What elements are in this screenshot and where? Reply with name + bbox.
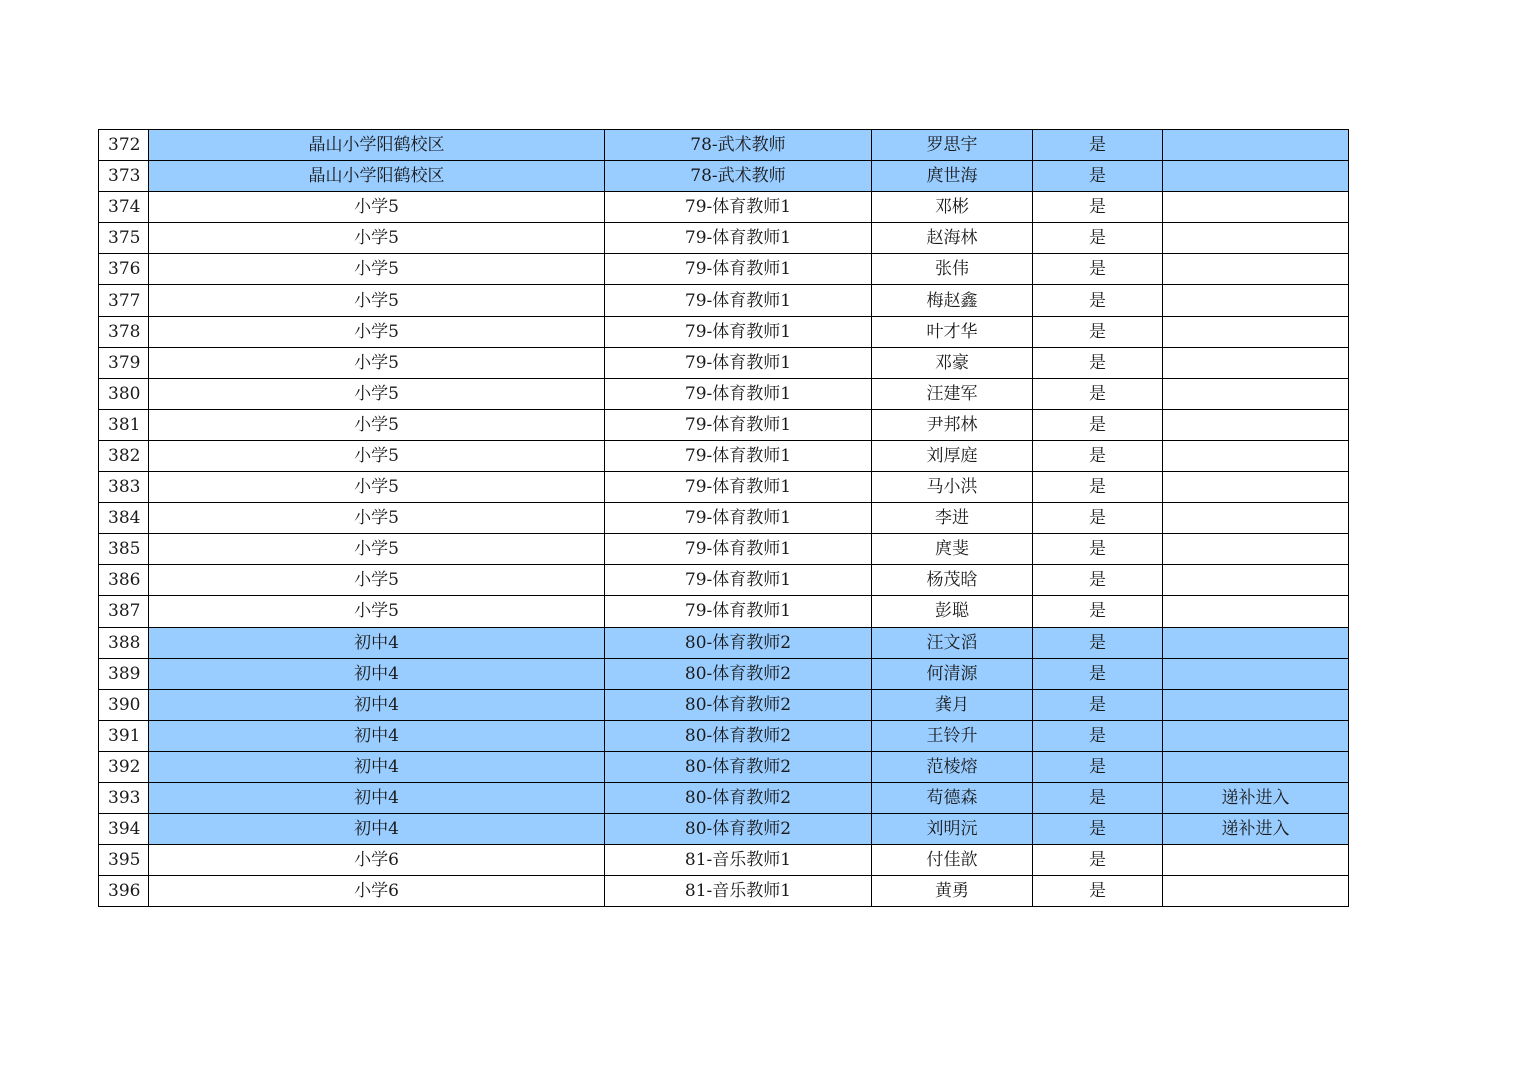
row-number-cell: 372 <box>99 130 149 161</box>
row-number-cell: 377 <box>99 285 149 316</box>
note-cell <box>1163 627 1349 658</box>
table-row <box>99 223 1349 254</box>
qualified-cell: 是 <box>1033 627 1163 658</box>
school-cell: 小学5 <box>149 254 605 285</box>
row-number-cell: 394 <box>99 814 149 845</box>
candidate-name-cell: 王铃升 <box>872 720 1033 751</box>
qualified-cell: 是 <box>1033 409 1163 440</box>
row-number-cell: 376 <box>99 254 149 285</box>
candidate-name-cell: 彭聪 <box>872 596 1033 627</box>
qualified-cell: 是 <box>1033 378 1163 409</box>
note-cell <box>1163 285 1349 316</box>
row-number-cell: 373 <box>99 161 149 192</box>
qualified-cell: 是 <box>1033 845 1163 876</box>
position-cell: 80-体育教师2 <box>605 658 872 689</box>
table-row <box>99 689 1349 720</box>
qualified-cell: 是 <box>1033 316 1163 347</box>
row-number-cell: 391 <box>99 720 149 751</box>
table-row <box>99 782 1349 813</box>
position-cell: 79-体育教师1 <box>605 596 872 627</box>
row-number-cell: 395 <box>99 845 149 876</box>
candidate-name-cell: 叶才华 <box>872 316 1033 347</box>
note-cell: 递补进入 <box>1163 782 1349 813</box>
table-row <box>99 316 1349 347</box>
note-cell <box>1163 192 1349 223</box>
row-number-cell: 374 <box>99 192 149 223</box>
row-number-cell: 390 <box>99 689 149 720</box>
position-cell: 79-体育教师1 <box>605 409 872 440</box>
candidate-name-cell: 汪建军 <box>872 378 1033 409</box>
row-number-cell: 388 <box>99 627 149 658</box>
position-cell: 80-体育教师2 <box>605 689 872 720</box>
school-cell: 小学5 <box>149 285 605 316</box>
note-cell <box>1163 472 1349 503</box>
table-row <box>99 503 1349 534</box>
position-cell: 79-体育教师1 <box>605 223 872 254</box>
table-row <box>99 378 1349 409</box>
candidate-name-cell: 庹世海 <box>872 161 1033 192</box>
note-cell <box>1163 440 1349 471</box>
school-cell: 小学5 <box>149 565 605 596</box>
qualified-cell: 是 <box>1033 720 1163 751</box>
school-cell: 晶山小学阳鹤校区 <box>149 161 605 192</box>
note-cell <box>1163 161 1349 192</box>
note-cell <box>1163 409 1349 440</box>
school-cell: 初中4 <box>149 751 605 782</box>
school-cell: 小学5 <box>149 503 605 534</box>
qualified-cell: 是 <box>1033 472 1163 503</box>
candidate-name-cell: 张伟 <box>872 254 1033 285</box>
qualified-cell: 是 <box>1033 782 1163 813</box>
note-cell <box>1163 845 1349 876</box>
candidate-name-cell: 刘厚庭 <box>872 440 1033 471</box>
school-cell: 晶山小学阳鹤校区 <box>149 130 605 161</box>
row-number-cell: 393 <box>99 782 149 813</box>
position-cell: 79-体育教师1 <box>605 565 872 596</box>
qualified-cell: 是 <box>1033 161 1163 192</box>
school-cell: 小学5 <box>149 409 605 440</box>
school-cell: 初中4 <box>149 689 605 720</box>
school-cell: 小学5 <box>149 378 605 409</box>
candidate-name-cell: 付佳歆 <box>872 845 1033 876</box>
table-row <box>99 472 1349 503</box>
candidate-name-cell: 罗思宇 <box>872 130 1033 161</box>
position-cell: 80-体育教师2 <box>605 627 872 658</box>
row-number-cell: 375 <box>99 223 149 254</box>
table-body <box>99 130 1349 907</box>
qualified-cell: 是 <box>1033 751 1163 782</box>
candidate-name-cell: 何清源 <box>872 658 1033 689</box>
note-cell <box>1163 534 1349 565</box>
table-row <box>99 720 1349 751</box>
candidate-name-cell: 杨茂晗 <box>872 565 1033 596</box>
candidate-name-cell: 梅赵鑫 <box>872 285 1033 316</box>
note-cell <box>1163 223 1349 254</box>
note-cell <box>1163 876 1349 907</box>
position-cell: 79-体育教师1 <box>605 472 872 503</box>
table-row <box>99 254 1349 285</box>
qualified-cell: 是 <box>1033 347 1163 378</box>
table-row <box>99 565 1349 596</box>
row-number-cell: 392 <box>99 751 149 782</box>
position-cell: 79-体育教师1 <box>605 440 872 471</box>
table-row <box>99 409 1349 440</box>
school-cell: 小学5 <box>149 347 605 378</box>
qualified-cell: 是 <box>1033 565 1163 596</box>
table-row <box>99 658 1349 689</box>
position-cell: 78-武术教师 <box>605 161 872 192</box>
row-number-cell: 378 <box>99 316 149 347</box>
qualified-cell: 是 <box>1033 285 1163 316</box>
qualified-cell: 是 <box>1033 658 1163 689</box>
position-cell: 79-体育教师1 <box>605 254 872 285</box>
school-cell: 小学5 <box>149 534 605 565</box>
note-cell <box>1163 689 1349 720</box>
row-number-cell: 386 <box>99 565 149 596</box>
position-cell: 79-体育教师1 <box>605 192 872 223</box>
school-cell: 初中4 <box>149 814 605 845</box>
candidate-name-cell: 尹邦林 <box>872 409 1033 440</box>
school-cell: 小学5 <box>149 223 605 254</box>
position-cell: 79-体育教师1 <box>605 503 872 534</box>
position-cell: 81-音乐教师1 <box>605 845 872 876</box>
position-cell: 80-体育教师2 <box>605 814 872 845</box>
table-row <box>99 192 1349 223</box>
position-cell: 79-体育教师1 <box>605 378 872 409</box>
table-row <box>99 751 1349 782</box>
row-number-cell: 379 <box>99 347 149 378</box>
qualified-cell: 是 <box>1033 130 1163 161</box>
table-row <box>99 845 1349 876</box>
position-cell: 78-武术教师 <box>605 130 872 161</box>
row-number-cell: 396 <box>99 876 149 907</box>
candidate-name-cell: 汪文滔 <box>872 627 1033 658</box>
note-cell: 递补进入 <box>1163 814 1349 845</box>
note-cell <box>1163 503 1349 534</box>
school-cell: 小学5 <box>149 192 605 223</box>
school-cell: 初中4 <box>149 782 605 813</box>
candidate-name-cell: 庹斐 <box>872 534 1033 565</box>
row-number-cell: 383 <box>99 472 149 503</box>
table-row <box>99 596 1349 627</box>
position-cell: 80-体育教师2 <box>605 720 872 751</box>
row-number-cell: 384 <box>99 503 149 534</box>
qualified-cell: 是 <box>1033 876 1163 907</box>
qualified-cell: 是 <box>1033 534 1163 565</box>
table-row <box>99 130 1349 161</box>
candidate-name-cell: 黄勇 <box>872 876 1033 907</box>
note-cell <box>1163 347 1349 378</box>
note-cell <box>1163 751 1349 782</box>
table-row <box>99 814 1349 845</box>
school-cell: 小学5 <box>149 440 605 471</box>
candidate-name-cell: 赵海林 <box>872 223 1033 254</box>
row-number-cell: 380 <box>99 378 149 409</box>
candidate-name-cell: 马小洪 <box>872 472 1033 503</box>
school-cell: 小学6 <box>149 845 605 876</box>
note-cell <box>1163 130 1349 161</box>
row-number-cell: 387 <box>99 596 149 627</box>
table-row <box>99 440 1349 471</box>
row-number-cell: 382 <box>99 440 149 471</box>
row-number-cell: 385 <box>99 534 149 565</box>
candidate-name-cell: 龚月 <box>872 689 1033 720</box>
school-cell: 小学5 <box>149 596 605 627</box>
row-number-cell: 389 <box>99 658 149 689</box>
position-cell: 80-体育教师2 <box>605 782 872 813</box>
school-cell: 小学5 <box>149 316 605 347</box>
note-cell <box>1163 565 1349 596</box>
note-cell <box>1163 720 1349 751</box>
table-row <box>99 876 1349 907</box>
qualified-cell: 是 <box>1033 440 1163 471</box>
school-cell: 初中4 <box>149 720 605 751</box>
note-cell <box>1163 378 1349 409</box>
school-cell: 初中4 <box>149 658 605 689</box>
candidate-name-cell: 刘明沅 <box>872 814 1033 845</box>
note-cell <box>1163 658 1349 689</box>
qualified-cell: 是 <box>1033 596 1163 627</box>
position-cell: 79-体育教师1 <box>605 285 872 316</box>
qualified-cell: 是 <box>1033 254 1163 285</box>
qualified-cell: 是 <box>1033 503 1163 534</box>
table-row <box>99 285 1349 316</box>
position-cell: 81-音乐教师1 <box>605 876 872 907</box>
qualified-cell: 是 <box>1033 689 1163 720</box>
table-row <box>99 627 1349 658</box>
table-row <box>99 347 1349 378</box>
results-table <box>98 129 1349 907</box>
qualified-cell: 是 <box>1033 223 1163 254</box>
candidate-name-cell: 邓彬 <box>872 192 1033 223</box>
candidate-name-cell: 李进 <box>872 503 1033 534</box>
qualified-cell: 是 <box>1033 192 1163 223</box>
position-cell: 80-体育教师2 <box>605 751 872 782</box>
row-number-cell: 381 <box>99 409 149 440</box>
school-cell: 小学6 <box>149 876 605 907</box>
note-cell <box>1163 316 1349 347</box>
position-cell: 79-体育教师1 <box>605 347 872 378</box>
candidate-name-cell: 范棱熔 <box>872 751 1033 782</box>
note-cell <box>1163 254 1349 285</box>
position-cell: 79-体育教师1 <box>605 316 872 347</box>
candidate-name-cell: 苟德森 <box>872 782 1033 813</box>
table-row <box>99 534 1349 565</box>
school-cell: 初中4 <box>149 627 605 658</box>
candidate-name-cell: 邓豪 <box>872 347 1033 378</box>
qualified-cell: 是 <box>1033 814 1163 845</box>
note-cell <box>1163 596 1349 627</box>
school-cell: 小学5 <box>149 472 605 503</box>
position-cell: 79-体育教师1 <box>605 534 872 565</box>
table-row <box>99 161 1349 192</box>
